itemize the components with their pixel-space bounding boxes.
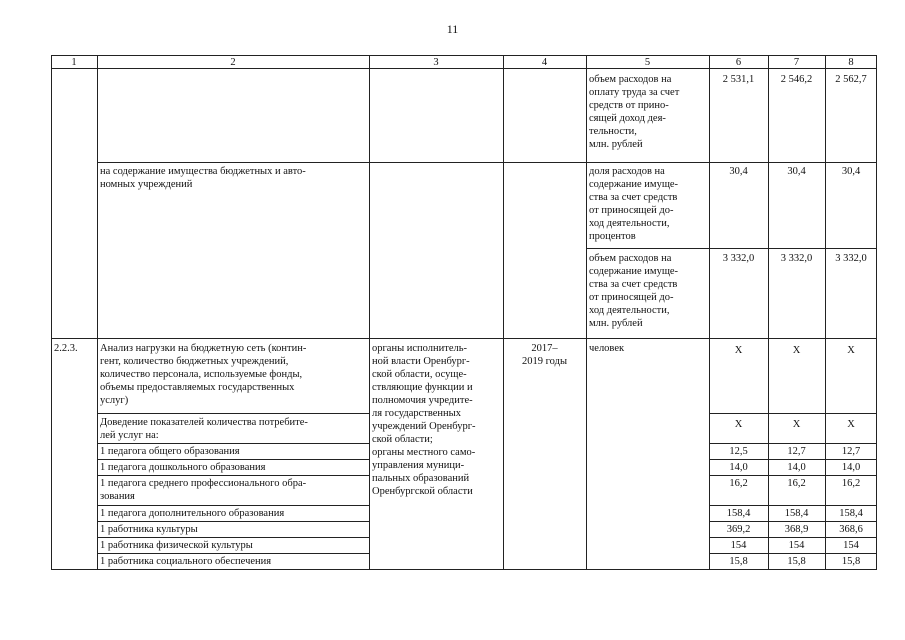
header-col-1: 1 (71, 57, 77, 68)
row-sep-e (97, 443, 369, 444)
row-sep-k2 (709, 553, 877, 554)
row-sep-d (97, 413, 369, 414)
value-cell: 12,5 (729, 446, 748, 457)
section-title: Анализ нагрузки на бюджетную сеть (контин- гент, количество бюджетных учреждений, количество персонала, используемые фонды, объемы предоставляемых государственных услуг) (100, 343, 307, 406)
table-row-label: 1 работника социального обеспечения (100, 556, 272, 567)
responsible-authorities: органы исполнитель- ной власти Оренбург- ской области, осуще- ствляющие функции и полномочия учредите- ля государственных учреждений Оренбург- ской области; органы местного само- управления муници- пальных образований Оренбургской области (372, 343, 476, 497)
value-cell: 30,4 (841, 166, 861, 177)
activity-property-maintenance: на содержание имущества бюджетных и авто- номных учреждений (100, 166, 306, 190)
row-sep-k (97, 553, 369, 554)
value-cell: 3 332,0 (722, 253, 755, 264)
row-sep-g2 (709, 475, 877, 476)
value-cell: 3 332,0 (780, 253, 813, 264)
table-border-left (51, 55, 52, 570)
row-sep-h (97, 505, 369, 506)
value-cell: 16,2 (841, 478, 861, 489)
value-cell: 368,9 (784, 524, 809, 535)
value-cell: 16,2 (729, 478, 748, 489)
row-sep-i2 (709, 521, 877, 522)
value-cell: X (792, 419, 801, 430)
table-row-label: 1 педагога дошкольного образования (100, 462, 266, 473)
header-col-4: 4 (541, 57, 548, 68)
value-cell: X (734, 419, 743, 430)
value-cell: 14,0 (841, 462, 861, 473)
value-cell: 14,0 (787, 462, 806, 473)
indicator-property-share: доля расходов на содержание имуще- ства за счет средств от приносящей до- ход деятельности, процентов (589, 166, 679, 242)
value-cell: 154 (843, 540, 859, 551)
value-cell: 3 332,0 (835, 253, 867, 264)
header-col-2: 2 (230, 57, 236, 68)
row-sep-f2 (709, 459, 877, 460)
col-sep-6 (768, 55, 769, 570)
value-cell: 30,4 (787, 166, 806, 177)
row-sep-e2 (709, 443, 877, 444)
row-sep-d2 (709, 413, 877, 414)
row-sep-h2 (709, 505, 877, 506)
value-cell: X (847, 419, 855, 430)
value-cell: 16,2 (787, 478, 806, 489)
section-number: 2.2.3. (54, 343, 78, 354)
value-cell: 2 546,2 (780, 74, 813, 85)
table-border-bottom (51, 569, 877, 570)
value-cell: 2 562,7 (835, 74, 867, 85)
indicator-labor-cost: объем расходов на оплату труда за счет средств от прино- сящей доход дея- тельности, млн. рублей (589, 74, 680, 150)
value-cell: 30,4 (729, 166, 748, 177)
table-row-label: 1 работника культуры (100, 524, 198, 535)
value-cell: X (734, 345, 743, 356)
header-col-5: 5 (644, 57, 651, 68)
value-cell: X (847, 345, 855, 356)
value-cell: 15,8 (729, 556, 748, 567)
page-number: 11 (446, 22, 459, 36)
row-sep-a (97, 162, 877, 163)
table-row-label: 1 педагога общего образования (100, 446, 240, 457)
table-row-label: 1 педагога дополнительного образования (100, 508, 285, 519)
table-border-right (876, 55, 877, 570)
header-col-8: 8 (848, 57, 854, 68)
value-cell: 12,7 (841, 446, 861, 457)
header-bottom-line (51, 68, 877, 69)
table-row-label: 1 педагога среднего профессионального обра- зования (100, 478, 307, 502)
row-sep-g (97, 475, 369, 476)
header-col-3: 3 (433, 57, 439, 68)
col-sep-3 (503, 55, 504, 570)
unit-indicator: человек (589, 343, 625, 354)
value-cell: 369,2 (726, 524, 751, 535)
data-table (51, 55, 877, 570)
table-row-label: 1 работника физической культуры (100, 540, 253, 551)
sub-title: Доведение показателей количества потребите- лей услуг на: (100, 417, 308, 441)
col-sep-5 (709, 55, 710, 570)
row-sep-j (97, 537, 369, 538)
value-cell: 158,4 (784, 508, 809, 519)
value-cell: 14,0 (729, 462, 748, 473)
value-cell: 158,4 (726, 508, 751, 519)
value-cell: 2 531,1 (722, 74, 755, 85)
row-sep-b (586, 248, 877, 249)
col-sep-7 (825, 55, 826, 570)
value-cell: 158,4 (839, 508, 863, 519)
value-cell: X (792, 345, 801, 356)
value-cell: 15,8 (841, 556, 861, 567)
value-cell: 12,7 (787, 446, 806, 457)
header-col-7: 7 (793, 57, 800, 68)
row-sep-j2 (709, 537, 877, 538)
value-cell: 15,8 (787, 556, 806, 567)
value-cell: 154 (788, 540, 805, 551)
header-col-6: 6 (735, 57, 742, 68)
value-cell: 368,6 (839, 524, 863, 535)
indicator-property-cost: объем расходов на содержание имуще- ства за счет средств от приносящей до- ход деятельности, млн. рублей (589, 253, 679, 329)
row-sep-c (51, 338, 877, 339)
value-cell: 154 (730, 540, 747, 551)
row-sep-i (97, 521, 369, 522)
period: 2017– 2019 годы (521, 343, 567, 367)
row-sep-f (97, 459, 369, 460)
